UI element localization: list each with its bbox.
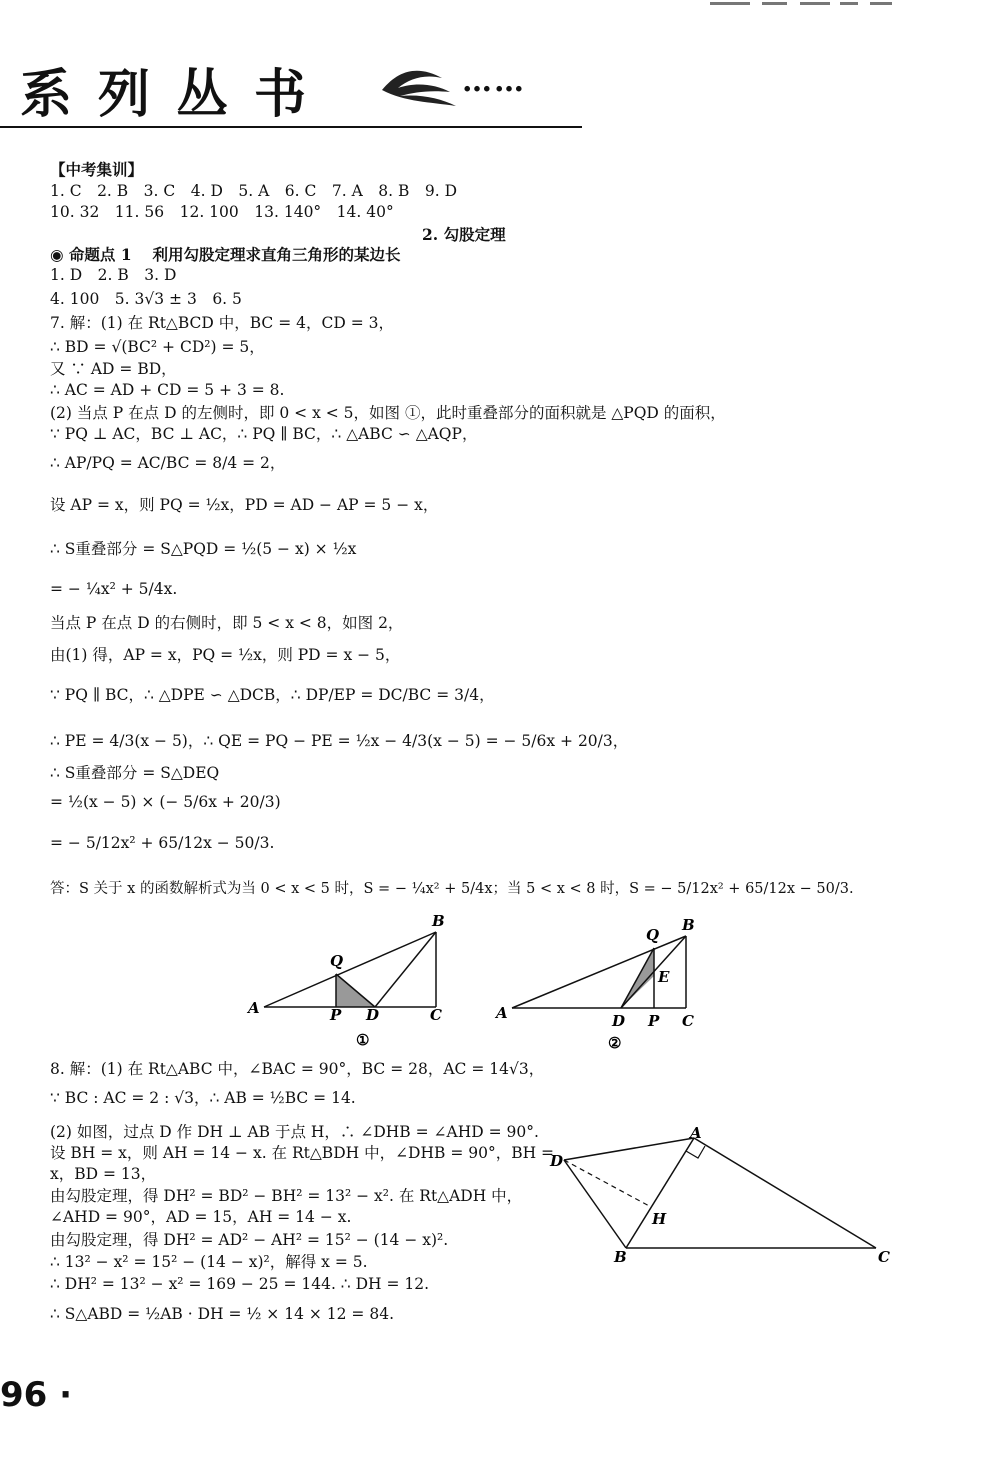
figure-3 — [548, 1118, 898, 1270]
exam-training-title: 【中考集训】 — [50, 160, 144, 179]
fig2-label-q: Q — [646, 926, 660, 944]
fig3-label-d: D — [550, 1152, 564, 1170]
header-dots: …… — [462, 64, 526, 99]
q8-line: 8. 解：(1) 在 Rt△ABC 中，∠BAC = 90°，BC = 28，AC = 14√3， — [50, 1060, 545, 1078]
q7-line: (2) 当点 P 在点 D 的左侧时，即 0 < x < 5，如图 ①，此时重叠部分的面积就是 △PQD 的面积， — [50, 404, 726, 422]
fig2-label-p: P — [648, 1012, 660, 1030]
q7-line: = − 5/12x² + 65/12x − 50/3. — [50, 834, 275, 852]
fig1-label-c: C — [430, 1006, 442, 1024]
q7-line: 当点 P 在点 D 的右侧时，即 5 < x < 8，如图 2， — [50, 614, 404, 632]
q8-line: ∴ S△ABD = ½AB · DH = ½ × 14 × 12 = 84. — [50, 1305, 394, 1323]
figure-2 — [490, 910, 710, 1055]
q7-line: 7. 解：(1) 在 Rt△BCD 中，BC = 4，CD = 3， — [50, 314, 394, 332]
fig3-label-a: A — [690, 1124, 702, 1142]
q8-line: ∴ 13² − x² = 15² − (14 − x)²，解得 x = 5. — [50, 1253, 368, 1271]
q7-line: 又 ∵ AD = BD， — [50, 360, 177, 378]
q8-line: 设 BH = x，则 AH = 14 − x. 在 Rt△BDH 中，∠DHB = 90°，BH = — [50, 1144, 555, 1162]
q7-line: ∴ S重叠部分 = S△PQD = ½(5 − x) × ½x — [50, 540, 357, 558]
fig2-label-e: E — [658, 968, 670, 986]
q8-line: x，BD = 13， — [50, 1165, 157, 1183]
q7-line: ∴ BD = √(BC² + CD²) = 5， — [50, 338, 265, 356]
fig1-caption: ① — [356, 1031, 370, 1049]
fig1-label-b: B — [432, 912, 445, 930]
q7-line: ∴ AC = AD + CD = 5 + 3 = 8. — [50, 381, 285, 399]
fig1-label-p: P — [330, 1006, 342, 1024]
header-rule — [0, 126, 582, 128]
q8-line: (2) 如图，过点 D 作 DH ⊥ AB 于点 H，∴ ∠DHB = ∠AHD = 90°. — [50, 1123, 539, 1141]
exam-training-answers-1: 1. C 2. B 3. C 4. D 5. A 6. C 7. A 8. B 9. D — [50, 182, 458, 200]
q7-line: = − ¼x² + 5/4x. — [50, 580, 178, 598]
q7-line: = ½(x − 5) × (− 5/6x + 20/3) — [50, 793, 281, 811]
figure-1 — [240, 910, 460, 1050]
q7-line: ∴ AP/PQ = AC/BC = 8/4 = 2， — [50, 454, 286, 472]
series-title: 系列丛书 — [20, 65, 333, 125]
exam-training-answers-2: 10. 32 11. 56 12. 100 13. 140° 14. 40° — [50, 203, 394, 221]
q7-answer: 答：S 关于 x 的函数解析式为当 0 < x < 5 时，S = − ¼x² + 5/4x；当 5 < x < 8 时，S = − 5/12x² + 65/12x − 50/3. — [50, 881, 854, 897]
top-edge-marks — [700, 0, 995, 8]
q8-line: ∠AHD = 90°，AD = 15，AH = 14 − x. — [50, 1208, 352, 1226]
fig1-label-q: Q — [330, 952, 344, 970]
q7-line: 设 AP = x，则 PQ = ½x，PD = AD − AP = 5 − x， — [50, 496, 439, 514]
fig3-label-c: C — [878, 1248, 890, 1266]
q8-line: ∴ DH² = 13² − x² = 169 − 25 = 144. ∴ DH = 12. — [50, 1275, 430, 1293]
fig2-label-d: D — [612, 1012, 626, 1030]
q7-line: ∵ PQ ⊥ AC，BC ⊥ AC，∴ PQ ∥ BC，∴ △ABC ∽ △AQP， — [50, 425, 478, 443]
answers-4-6: 4. 100 5. 3√3 ± 3 6. 5 — [50, 290, 242, 308]
q8-line: 由勾股定理，得 DH² = AD² − AH² = 15² − (14 − x)². — [50, 1231, 449, 1249]
q7-line: ∴ PE = 4/3(x − 5)，∴ QE = PQ − PE = ½x − 4/3(x − 5) = − 5/6x + 20/3， — [50, 732, 629, 750]
proposition-point-1: ◉ 命题点 1 利用勾股定理求直角三角形的某边长 — [50, 245, 401, 264]
fig3-label-h: H — [652, 1210, 667, 1228]
brush-ornament-icon — [380, 60, 460, 110]
fig2-caption: ② — [608, 1034, 622, 1052]
page-number: 96 · — [0, 1375, 73, 1415]
section-title: 2. 勾股定理 — [422, 225, 506, 244]
q7-line: ∵ PQ ∥ BC，∴ △DPE ∽ △DCB，∴ DP/EP = DC/BC = 3/4， — [50, 686, 495, 704]
fig2-label-b: B — [682, 916, 695, 934]
q7-line: 由(1) 得，AP = x，PQ = ½x，则 PD = x − 5， — [50, 646, 401, 664]
q7-line: ∴ S重叠部分 = S△DEQ — [50, 764, 220, 782]
q8-line: ∵ BC : AC = 2 : √3，∴ AB = ½BC = 14. — [50, 1089, 356, 1107]
fig3-label-b: B — [614, 1248, 627, 1266]
fig1-label-a: A — [248, 999, 260, 1017]
fig2-label-c: C — [682, 1012, 694, 1030]
fig2-label-a: A — [496, 1004, 508, 1022]
fig1-label-d: D — [366, 1006, 380, 1024]
answers-1-3: 1. D 2. B 3. D — [50, 266, 177, 284]
q8-line: 由勾股定理，得 DH² = BD² − BH² = 13² − x². 在 Rt△ADH 中， — [50, 1187, 523, 1205]
